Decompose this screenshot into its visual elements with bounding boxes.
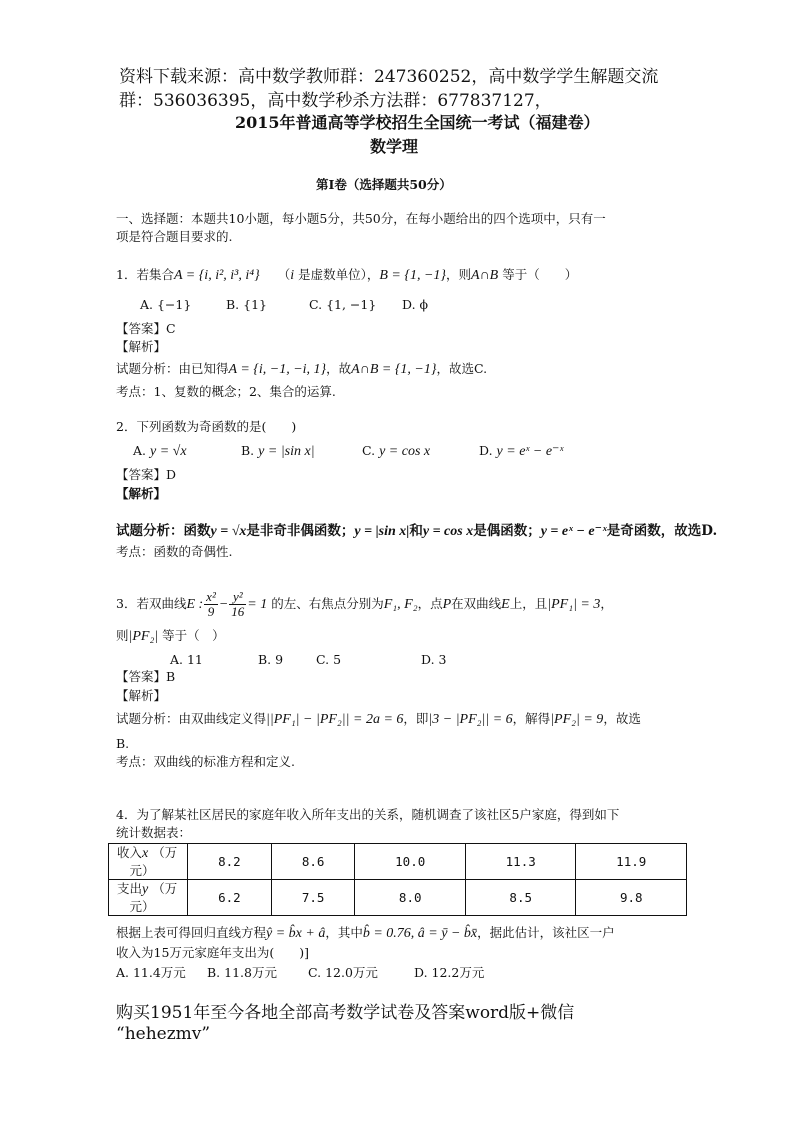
table-cell: 11.3 [465, 844, 576, 880]
section-intro: 一、选择题：本题共10小题，每小题5分，共50分，在每小题给出的四个选项中，只有一 [116, 211, 606, 226]
q4-option-b: B. 11.8万元 [207, 965, 277, 980]
q3-analysis-wrap: B. [116, 736, 130, 751]
q1-option-b: B. {1} [226, 297, 267, 312]
q2-analysis: 试题分析：函数y = √x是非奇非偶函数；y = |sin x|和y = cos x是偶函数；y = eˣ − e⁻ˣ是奇函数，故选D. [116, 523, 718, 539]
question-4-stem-2: 统计数据表： [116, 825, 192, 840]
q3-jiexi: 【解析】 [116, 688, 167, 703]
q1-kaodian: 考点：1、复数的概念；2、集合的运算. [116, 384, 336, 399]
table-cell: 11.9 [576, 844, 687, 880]
q4-after-table-2: 收入为15万元家庭年支出为( )] [116, 945, 310, 960]
q2-kaodian: 考点：函数的奇偶性. [116, 544, 233, 559]
q1-jiexi: 【解析】 [116, 339, 167, 354]
footer-ad-line-2: “hehezmv” [116, 1024, 211, 1044]
row-header-income: 收入x （万 元） [109, 844, 188, 880]
question-4-stem: 4．为了解某社区居民的家庭年收入所年支出的关系，随机调查了该社区5户家庭，得到如下 [116, 807, 620, 822]
exam-subtitle: 数学理 [370, 137, 419, 156]
table-cell: 6.2 [188, 880, 272, 916]
question-2-stem: 2．下列函数为奇函数的是( ) [116, 419, 297, 434]
q3-option-b: B. 9 [258, 652, 284, 667]
table-cell: 8.0 [355, 880, 466, 916]
exam-title: 2015年普通高等学校招生全国统一考试（福建卷） [235, 113, 600, 132]
q3-stem-line-2: 则|PF₂| 等于（ ） [116, 628, 225, 644]
section-intro-2: 项是符合题目要求的. [116, 229, 233, 244]
table-cell: 9.8 [576, 880, 687, 916]
q1-analysis: 试题分析：由已知得A = {i, −1, −i, 1}，故A∩B = {1, −1}，故选C. [116, 361, 488, 377]
q3-answer: 【答案】B [116, 669, 176, 684]
q1-option-c: C. {1, −1} [309, 297, 377, 312]
q4-after-table: 根据上表可得回归直线方程ŷ = b̂x + â，其中b̂ = 0.76, â = ȳ − b̂x̄，据此估计，该社区一户 [116, 925, 615, 941]
part-heading: 第Ⅰ卷（选择题共50分） [316, 177, 452, 192]
q2-option-a: A. y = √x [133, 443, 187, 459]
q3-option-a: A. 11 [170, 652, 203, 667]
q3-kaodian: 考点：双曲线的标准方程和定义. [116, 754, 295, 769]
q2-option-c: C. y = cos x [362, 443, 431, 459]
table-cell: 8.6 [271, 844, 355, 880]
q4-option-d: D. 12.2万元 [414, 965, 485, 980]
table-row [109, 880, 687, 916]
q2-option-b: B. y = |sin x| [241, 443, 315, 459]
q2-answer: 【答案】D [116, 467, 177, 482]
q3-option-d: D. 3 [421, 652, 447, 667]
source-line-2: 群：536036395，高中数学秒杀方法群：677837127， [119, 91, 552, 111]
q1-option-a: A. {−1} [140, 297, 192, 312]
source-line-1: 资料下载来源：高中数学教师群：247360252，高中数学学生解题交流 [119, 67, 659, 87]
q1-option-d: D. ϕ [402, 297, 429, 312]
footer-ad-line-1: 购买1951年至今各地全部高考数学试卷及答案word版+微信 [116, 1003, 575, 1023]
table-cell: 8.2 [188, 844, 272, 880]
question-3-stem: 3．若双曲线E : $\frac{\text{x²}}{9}$ − $\frac{\text{y²}}{16}$ = 1 的左、右焦点分别为F₁, F₂，点P在双曲线E上，且|PF₁| = 3， [116, 589, 613, 619]
row-header-expense: 支出y （万 元） [109, 880, 188, 916]
q1-answer: 【答案】C [116, 321, 176, 336]
q4-option-a: A. 11.4万元 [116, 965, 186, 980]
q3-analysis: 试题分析：由双曲线定义得||PF₁| − |PF₂|| = 2a = 6，即|3 − |PF₂|| = 6，解得|PF₂| = 9，故选 [116, 711, 641, 727]
q2-jiexi: 【解析】 [116, 486, 167, 501]
table-row [109, 844, 687, 880]
table-cell: 10.0 [355, 844, 466, 880]
q2-option-d: D. y = eˣ − e⁻ˣ [479, 443, 564, 459]
table-cell: 8.5 [465, 880, 576, 916]
q3-option-c: C. 5 [316, 652, 342, 667]
income-expense-table [108, 843, 687, 916]
question-1-stem: 1．若集合A = {i, i², i³, i⁴} （i 是虚数单位），B = {1, −1}，则A∩B 等于（ ） [116, 267, 578, 283]
table-cell: 7.5 [271, 880, 355, 916]
q4-option-c: C. 12.0万元 [308, 965, 378, 980]
